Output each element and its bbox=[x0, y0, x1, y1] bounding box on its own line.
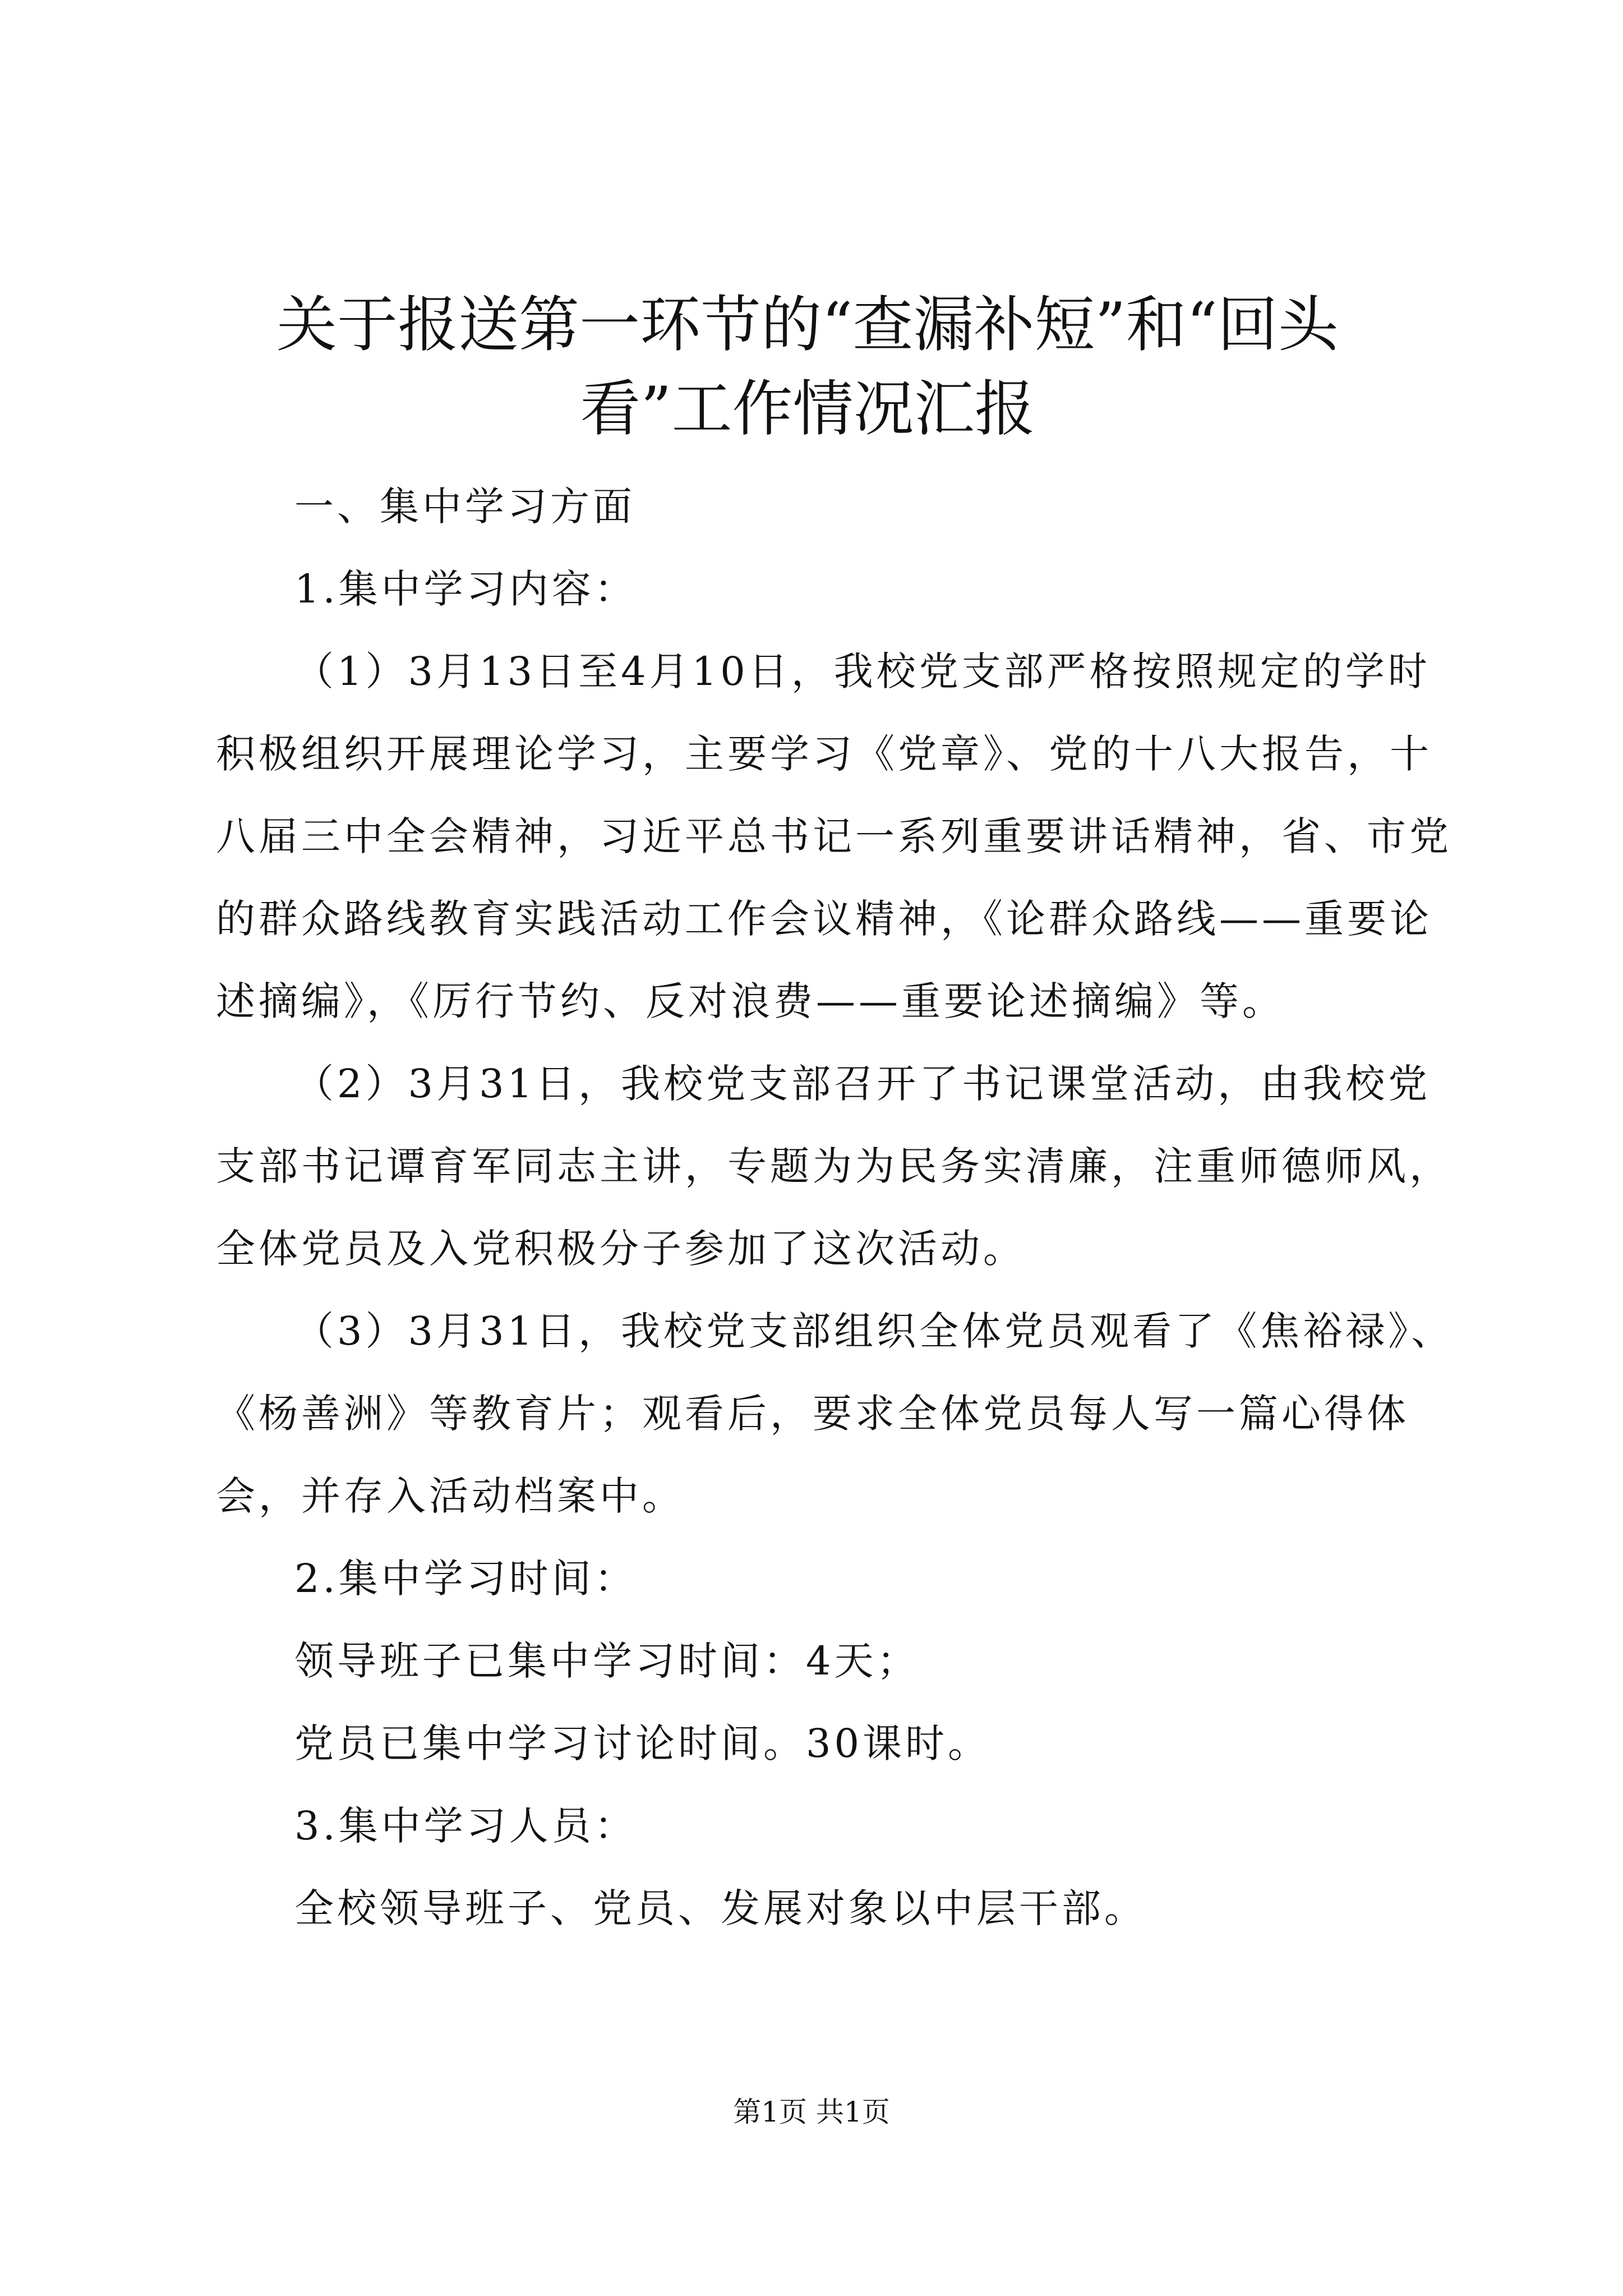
body-paragraph: （2）3月31日，我校党支部召开了书记课堂活动，由我校党支部书记谭育军同志主讲，专题为为民务实清廉，注重师德师风，全体党员及入党积极分子参加了这次活动。 bbox=[216, 1061, 1452, 1272]
title-line-1: 关于报送第一环节的“查漏补短”和“回头 bbox=[276, 290, 1339, 360]
body-line: 领导班子已集中学习时间：4天； bbox=[294, 1638, 920, 1684]
subsection-heading: 3.集中学习人员： bbox=[294, 1803, 637, 1849]
page-number-footer: 第1页 共1页 bbox=[733, 2096, 890, 2128]
subsection-heading: 1.集中学习内容： bbox=[294, 566, 637, 612]
body-paragraph: （3）3月31日，我校党支部组织全体党员观看了《焦裕禄》、《杨善洲》等教育片；观看后，要求全体党员每人写一篇心得体会，并存入活动档案中。 bbox=[216, 1308, 1454, 1519]
document-body bbox=[216, 466, 1467, 1950]
body-line: 全校领导班子、党员、发展对象以中层干部。 bbox=[294, 1885, 1147, 1931]
subsection-heading: 2.集中学习时间： bbox=[294, 1556, 637, 1602]
title-line-2: 看”工作情况汇报 bbox=[580, 374, 1035, 444]
body-paragraph: （1）3月13日至4月10日，我校党支部严格按照规定的学时积极组织开展理论学习，主要学习《党章》、党的十八大报告，十八届三中全会精神，习近平总书记一系列重要讲话精神，省、市党的群众路线教育实践活动工作会议精神，《论群众路线——重要论述摘编》，《厉行节约、反对浪费——重要论述摘编》等。 bbox=[216, 648, 1452, 1024]
body-line: 党员已集中学习讨论时间。30课时。 bbox=[294, 1720, 991, 1766]
section-heading: 一、集中学习方面 bbox=[294, 484, 635, 530]
document-title bbox=[213, 283, 1402, 452]
